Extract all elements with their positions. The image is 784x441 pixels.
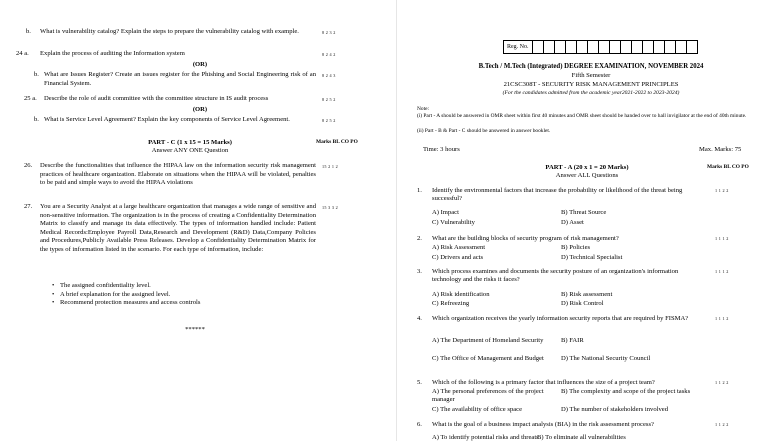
exam-title: B.Tech / M.Tech (Integrated) DEGREE EXAMINATION, NOVEMBER 2024 <box>478 63 704 70</box>
q27-text: You are a Security Analyst at a large healthcare organization that manages a wide range of sensitive and non-sensitive information. The organization is in the process of creating a Confidentiality Determination Matrix to classify and manage its data effectively. The types of information handled include: Patient Medical Records:Employee Payroll Data,Research and Development (R&D) Data,Company Policies and Procedures,Publicly Available Press Releases. Develop a Confidentiality Determination Matrix for the types of information listed in the scenario. For each type of information, include: <box>40 203 316 253</box>
q1-number: 1. <box>417 187 422 194</box>
q6-marks: 1 1 2 2 <box>715 422 729 427</box>
q1-marks: 1 1 2 2 <box>715 188 729 193</box>
q23b-marks: 8 2 3 2 <box>322 30 336 35</box>
q3-text: Which process examines and documents the security posture of an organization's information technology and the risks it faces? <box>432 268 679 284</box>
q3-marks: 1 1 1 2 <box>715 269 729 274</box>
q2-option-b: B) Policies <box>561 244 591 251</box>
q5-marks: 1 1 2 2 <box>715 380 729 385</box>
q26-number: 26. <box>24 162 33 169</box>
q26-text: Describe the functionalities that influence the HIPAA law on the information security risk management practices of healthcare organization. Elaborate on situations when the HIPAA will be violated, penalties to be paid and simple ways to avoid the HIPAA violations <box>40 162 316 187</box>
q24b-marks: 8 2 4 3 <box>322 73 336 78</box>
parta-title: PART - A (20 x 1 = 20 Marks) <box>545 164 629 171</box>
q5-option-c: C) The availability of office space <box>432 406 523 413</box>
partc-title: PART - C (1 x 15 = 15 Marks) <box>148 139 232 146</box>
q24b-number: b. <box>34 71 39 78</box>
q4-option-a: A) The Department of Homeland Security <box>432 337 544 344</box>
q27-bullet: • The assigned confidentiality level. <box>60 282 330 291</box>
q4-option-d: D) The National Security Council <box>561 355 651 362</box>
q25a-text: Describe the role of audit committee with the committee structure in IS audit process <box>44 95 269 102</box>
q24a-marks: 8 2 4 2 <box>322 52 336 57</box>
reg-no-label: Reg. No. <box>504 41 533 53</box>
parta-marks-header: Marks BL CO PO <box>707 164 749 170</box>
note-label: Note: <box>417 106 429 112</box>
q3-option-a: A) Risk identification <box>432 291 490 298</box>
q5-option-a: A) The personal preferences of the project manager <box>432 388 544 404</box>
q2-option-d: D) Technical Specialist <box>561 254 623 261</box>
q24a-text: Explain the process of auditing the Information system <box>40 50 185 57</box>
or-divider: (OR) <box>192 106 208 113</box>
end-marker: ****** <box>185 326 205 333</box>
q27-bullet: • A brief explanation for the assigned level. <box>60 291 330 300</box>
q26-marks: 15 2 1 2 <box>322 164 339 169</box>
q5-option-b: B) The complexity and scope of the project tasks <box>561 388 691 395</box>
q27-bullet: • Recommend protection measures and access controls <box>60 299 330 308</box>
q25b-text: What is Service Level Agreement? Explain the key components of Service Level Agreement. <box>44 116 290 123</box>
partc-marks-header: Marks BL CO PO <box>316 139 358 145</box>
or-divider: (OR) <box>192 61 208 68</box>
q4-marks: 1 1 1 2 <box>715 316 729 321</box>
q2-number: 2. <box>417 235 422 242</box>
q1-option-c: C) Vulnerability <box>432 219 475 226</box>
q4-number: 4. <box>417 315 422 322</box>
note-i: (i) Part - A should be answered in OMR sheet within first 40 minutes and OMR sheet should be handed over to hall invigilator at the end of 40th minute. <box>417 113 747 119</box>
q24a-number: 24 a. <box>16 50 29 57</box>
semester: Fifth Semester <box>571 72 611 79</box>
right-page <box>396 0 784 441</box>
q1-text: Identify the environmental factors that increase the probability or likelihood of the threat being successful? <box>432 187 683 203</box>
q2-marks: 1 1 1 2 <box>715 236 729 241</box>
q27-number: 27. <box>24 203 33 210</box>
q24b-text: What are Issues Register? Create an issues register for the Phishing and Social Engineering risk of an Financial System. <box>44 71 316 87</box>
q3-number: 3. <box>417 268 422 275</box>
course-title: 21CSC308T - SECURITY RISK MANAGEMENT PRINCIPLES <box>503 81 679 88</box>
q23b-text: What is vulnerability catalog? Explain the steps to prepare the vulnerability catalog with example. <box>40 28 299 35</box>
q2-option-a: A) Risk Assessment <box>432 244 486 251</box>
q6-number: 6. <box>417 421 422 428</box>
q6-text: What is the goal of a business impact analysis (BIA) in the risk assessment process? <box>432 421 654 428</box>
q4-text: Which organization receives the yearly information security reports that are required by FISMA? <box>432 315 689 322</box>
partc-subtitle: Answer ANY ONE Question <box>151 147 229 154</box>
q6-option-a: A) To identify potential risks and threats <box>432 434 539 441</box>
q3-option-d: D) Risk Control <box>561 300 604 307</box>
q1-option-b: B) Threat Source <box>561 209 607 216</box>
time-label: Time: 3 hours <box>423 146 460 153</box>
q4-option-c: C) The Office of Management and Budget <box>432 355 544 362</box>
q6-option-b: B) To eliminate all vulnerabilities <box>537 434 626 441</box>
note-ii: (ii) Part - B & Part - C should be answered in answer booklet. <box>417 128 551 134</box>
q5-text: Which of the following is a primary factor that influences the size of a project team? <box>432 379 655 386</box>
q27-bullet-list <box>50 282 330 308</box>
q3-option-b: B) Risk assessment <box>561 291 613 298</box>
q23b-number: b. <box>26 28 31 35</box>
q25b-number: b. <box>34 116 39 123</box>
admitted-note: (For the candidates admitted from the academic year2021-2022 to 2023-2024) <box>502 90 680 96</box>
q4-option-b: B) FAIR <box>561 337 584 344</box>
q1-option-d: D) Asset <box>561 219 584 226</box>
q1-option-a: A) Impact <box>432 209 459 216</box>
parta-subtitle: Answer ALL Questions <box>555 172 619 179</box>
q2-text: What are the building blocks of security program of risk management? <box>432 235 619 242</box>
q25b-marks: 8 2 5 2 <box>322 118 336 123</box>
reg-no-box <box>503 40 698 54</box>
max-marks-label: Max. Marks: 75 <box>699 146 742 153</box>
q3-option-c: C) Refreezing <box>432 300 470 307</box>
q25a-marks: 8 2 5 2 <box>322 97 336 102</box>
q25a-number: 25 a. <box>24 95 37 102</box>
q5-option-d: D) The number of stakeholders involved <box>561 406 669 413</box>
q2-option-c: C) Drivers and acts <box>432 254 484 261</box>
q5-number: 5. <box>417 379 422 386</box>
q27-marks: 15 3 3 2 <box>322 205 339 210</box>
